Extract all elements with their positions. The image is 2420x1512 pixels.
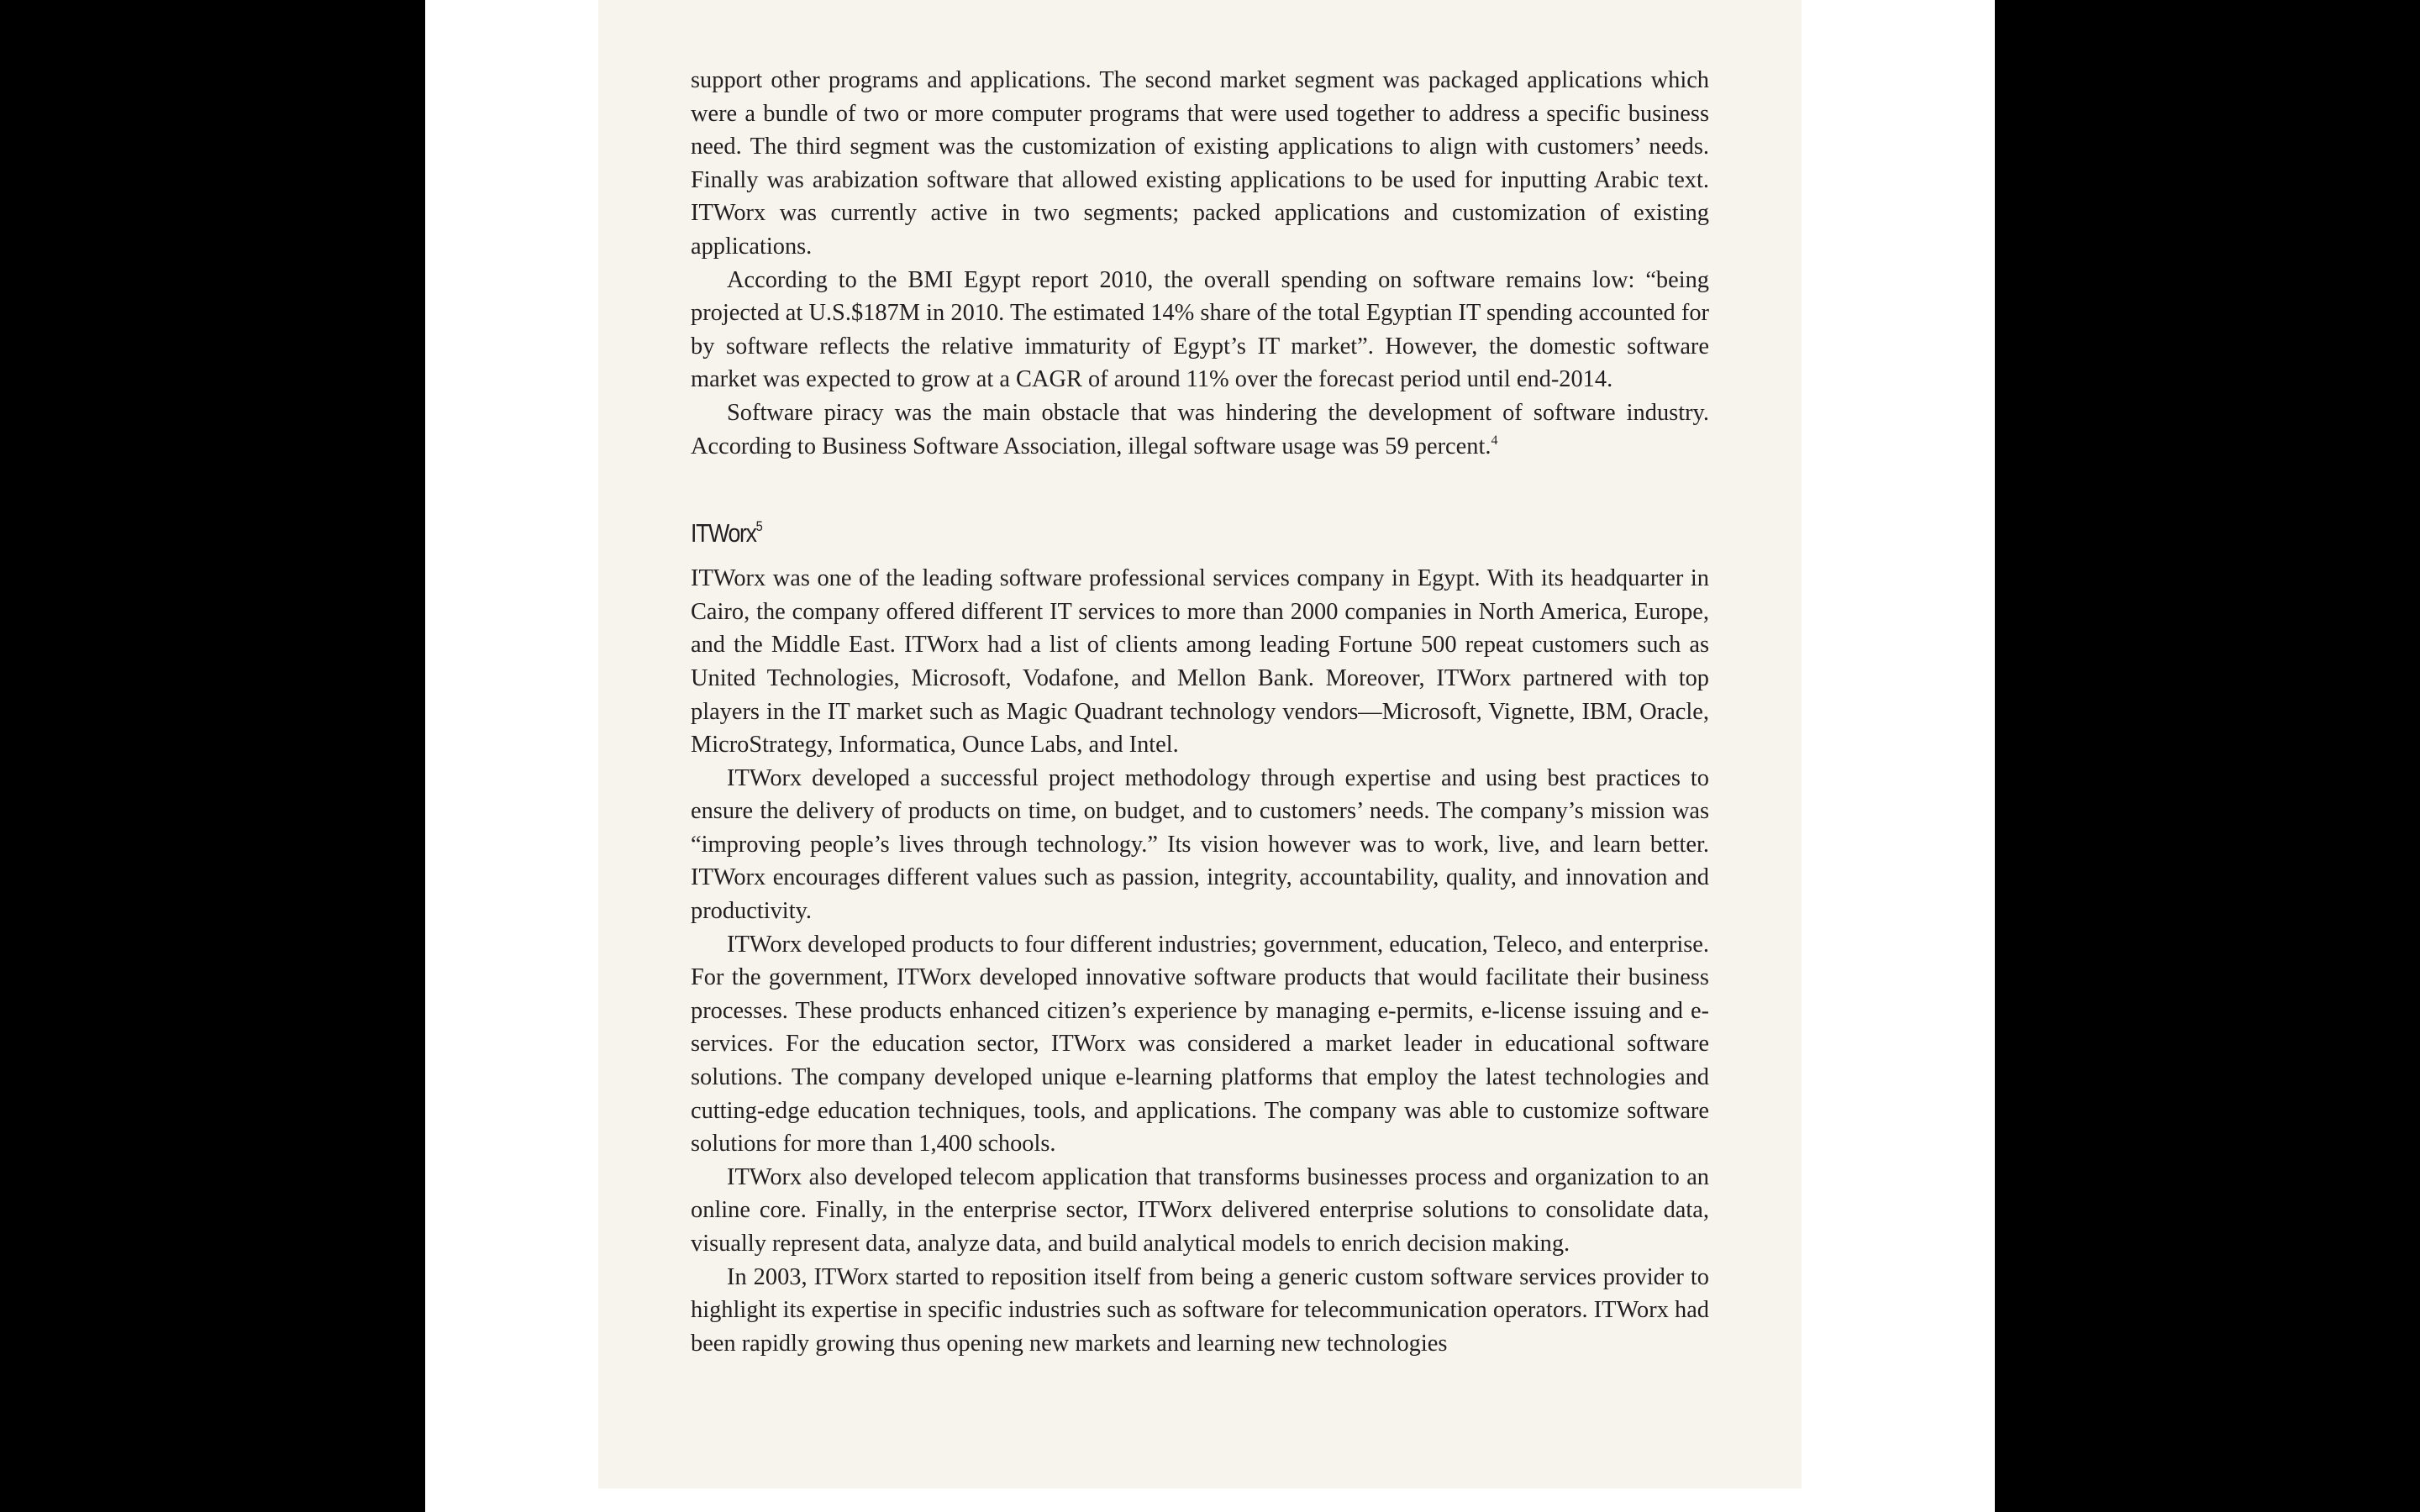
paragraph-itworx-telecom: ITWorx also developed telecom application that transforms businesses process and organization to an online core. Finally, in the enterprise sector, ITWorx delivered enterprise solutions to consolidate data, visually represent data, analyze data, and build analytical models to enrich decision making. <box>691 1163 1709 1257</box>
paragraph-software-piracy: Software piracy was the main obstacle that was hindering the development of software industry. According to Business Software Association, illegal software usage was 59 percent.$^4$ <box>691 399 1709 459</box>
section-heading-itworx: ITWorx$^5$ <box>691 518 763 549</box>
case-study-panel <box>598 0 1802 1488</box>
paragraph-market-segments: support other programs and applications. The second market segment was packaged applications which were a bundle of two or more computer programs that were used together to address a specific business need. The third segment was the customization of existing applications to align with customers’ needs. Finally was arabization software that allowed existing applications to be used for inputting Arabic text. ITWorx was currently active in two segments; packed applications and customization of existing applications. <box>691 67 1709 260</box>
footnote-ref-5[interactable]: 5 <box>755 518 763 535</box>
paragraph-itworx-methodology: ITWorx developed a successful project methodology through expertise and using best practices to ensure the delivery of products on time, on budget, and to customers’ needs. The company’s mission was “improving people’s lives through technology.” Its vision however was to work, live, and learn better. ITWorx encourages different values such as passion, integrity, accountability, quality, and innovation and productivity. <box>691 764 1709 925</box>
paragraph-itworx-overview: ITWorx was one of the leading software professional services company in Egypt. With its headquarter in Cairo, the company offered different IT services to more than 2000 companies in North America, Europe, and the Middle East. ITWorx had a list of clients among leading Fortune 500 repeat customers such as United Technologies, Microsoft, Vodafone, and Mellon Bank. Moreover, ITWorx partnered with top players in the IT market such as Magic Quadrant technology vendors—Microsoft, Vignette, IBM, Oracle, MicroStrategy, Informatica, Ounce Labs, and Intel. <box>691 565 1709 759</box>
paragraph-itworx-reposition: In 2003, ITWorx started to reposition itself from being a generic custom software services provider to highlight its expertise in specific industries such as software for telecommunication operators. ITWorx had been rapidly growing thus opening new markets and learning new technologies <box>691 1263 1709 1357</box>
document-page <box>425 0 1995 1512</box>
footnote-ref-4[interactable]: 4 <box>1491 433 1498 448</box>
paragraph-itworx-industries: ITWorx developed products to four different industries; government, education, Teleco, and enterprise. For the government, ITWorx developed innovative software products that would facilitate their business processes. These products enhanced citizen’s experience by managing e-permits, e-license issuing and e-services. For the education sector, ITWorx was considered a market leader in educational software solutions. The company developed unique e-learning platforms that employ the latest technologies and cutting-edge education techniques, tools, and applications. The company was able to customize software solutions for more than 1,400 schools. <box>691 931 1709 1158</box>
paragraph-bmi-report: According to the BMI Egypt report 2010, the overall spending on software remains low: “being projected at U.S.$187M in 2010. The estimated 14% share of the total Egyptian IT spending accounted for by software reflects the relative immaturity of Egypt’s IT market”. However, the domestic software market was expected to grow at a CAGR of around 11% over the forecast period until end-2014. <box>691 266 1709 393</box>
page-content <box>691 64 1709 1360</box>
